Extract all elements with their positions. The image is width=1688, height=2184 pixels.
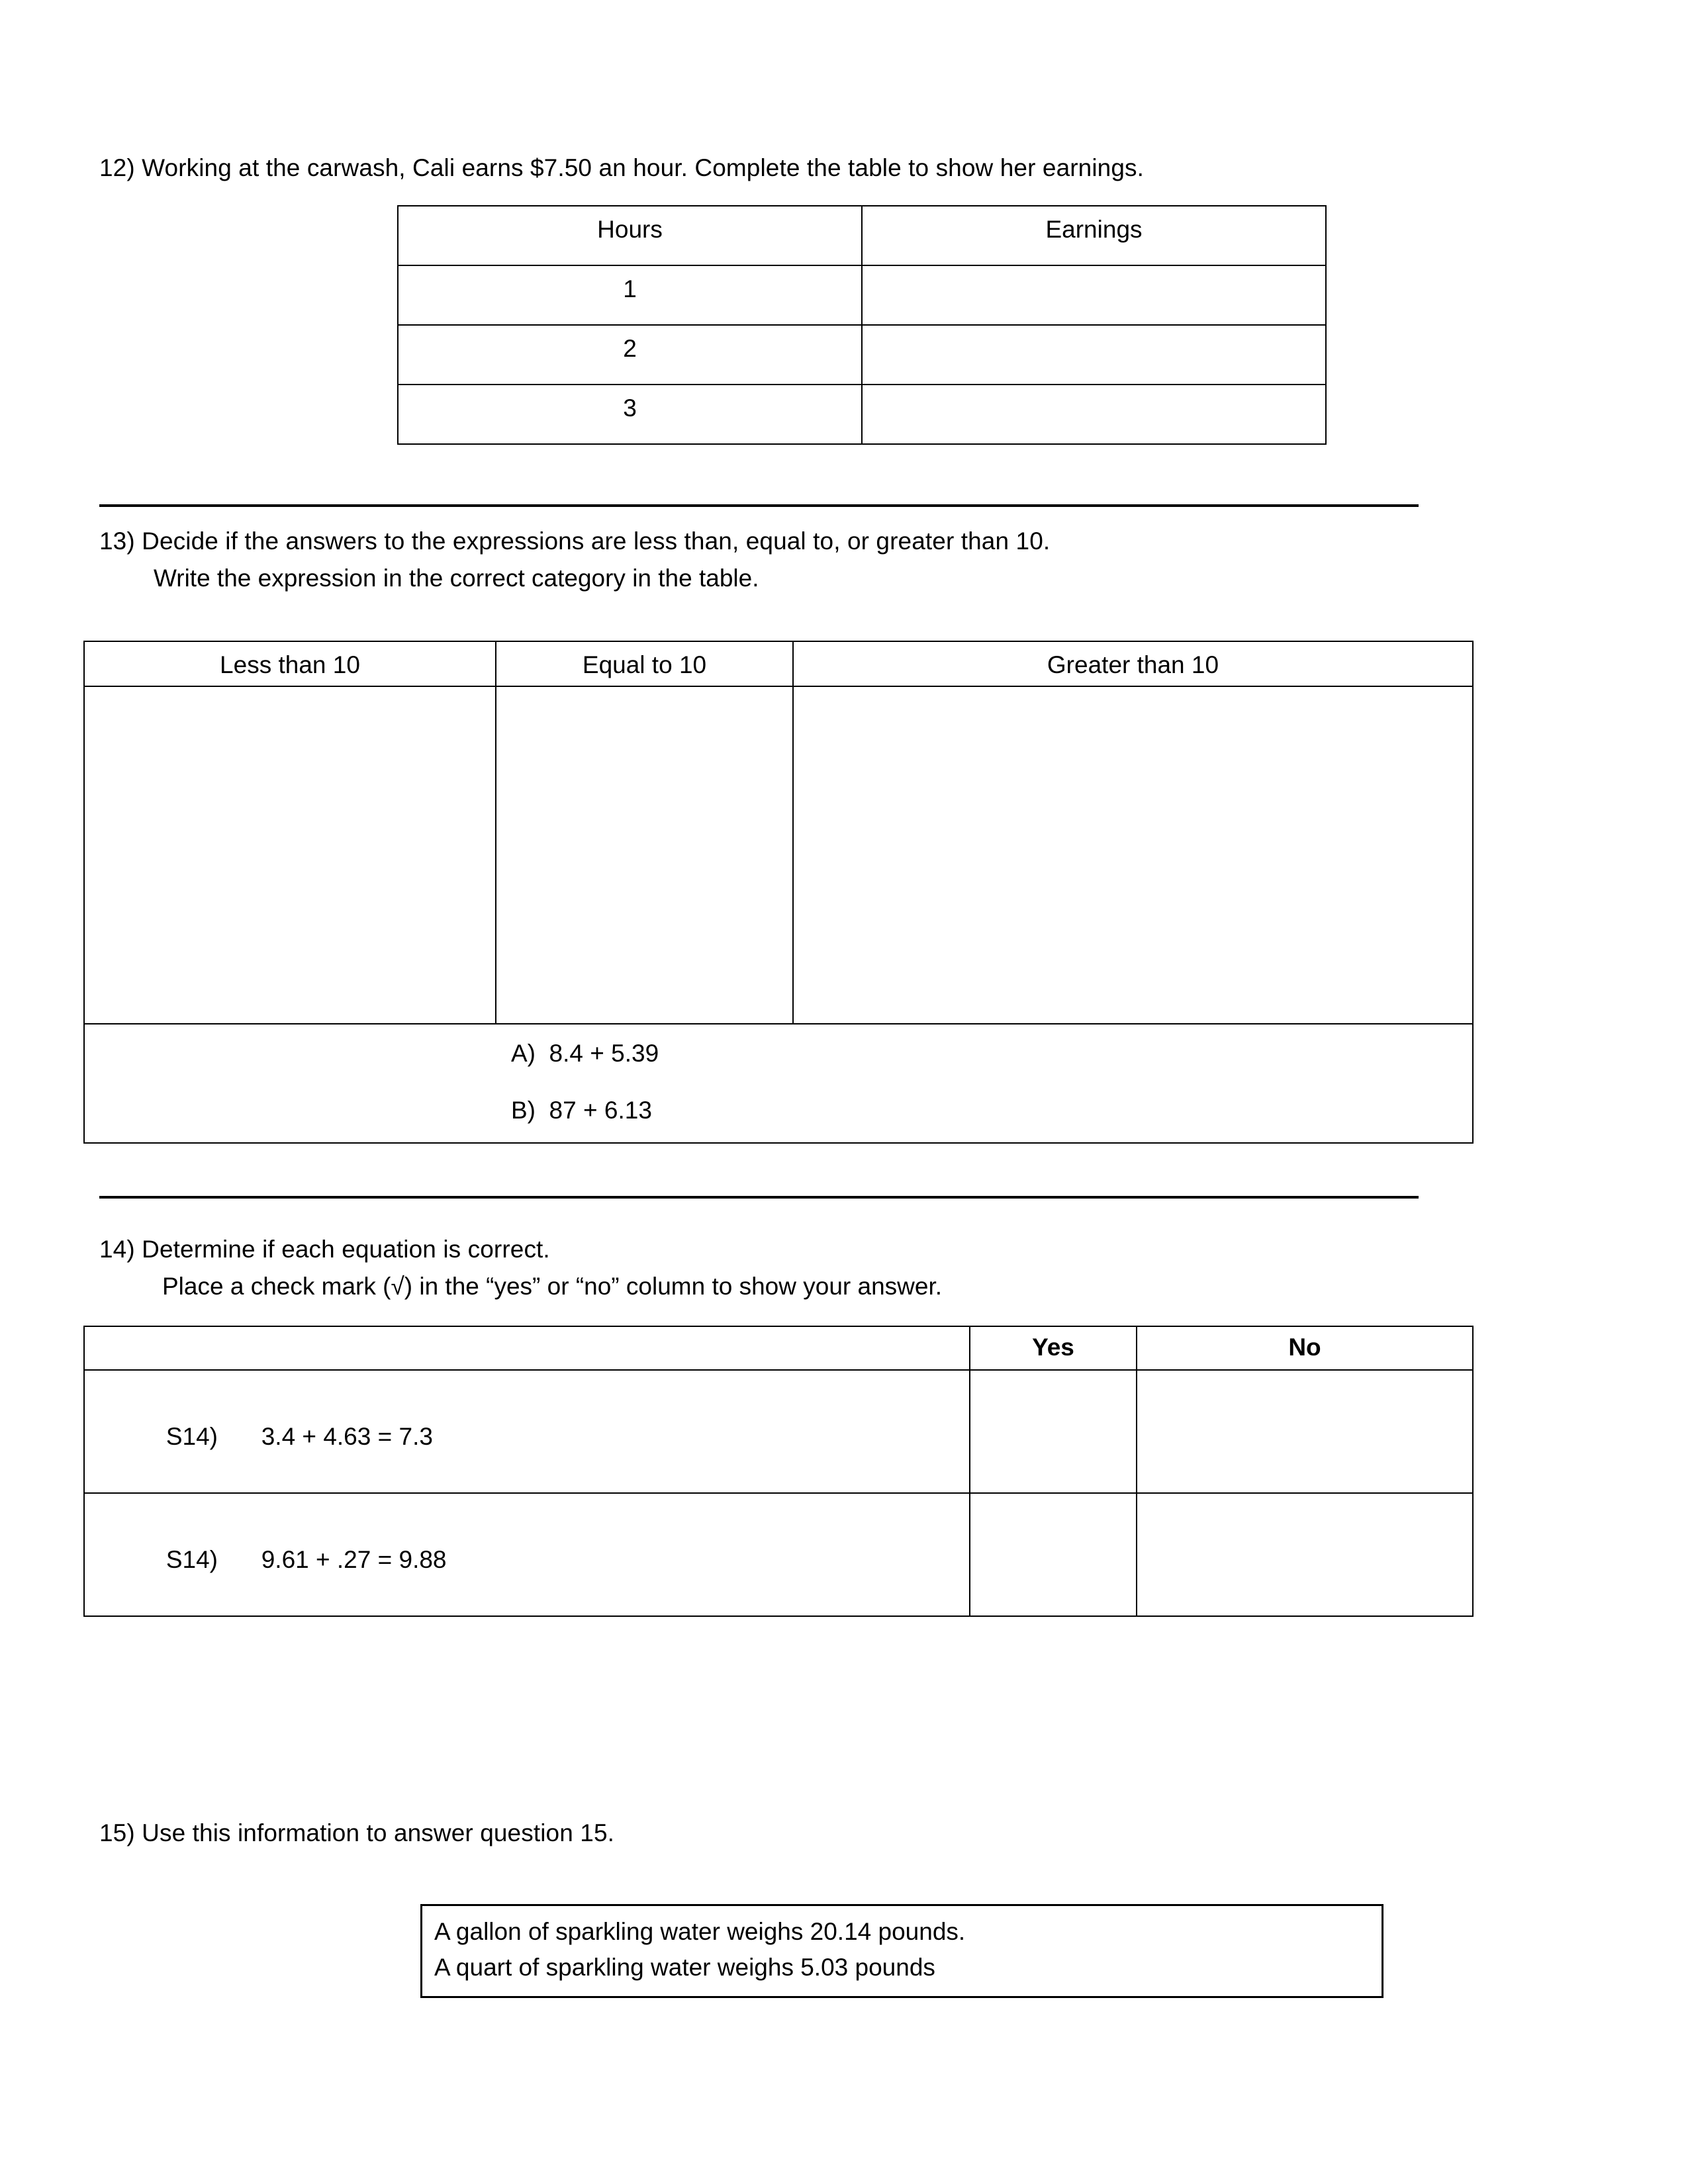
info-line-quart: A quart of sparkling water weighs 5.03 pounds <box>434 1954 935 1981</box>
information-box <box>420 1904 1383 1998</box>
equation-label-1: S14) <box>165 1423 218 1450</box>
table-header-row <box>84 641 1473 686</box>
expressions-list <box>85 1024 1472 1129</box>
table-row <box>84 686 1473 1024</box>
question-14-prompt-line2: Place a check mark (√) in the “yes” or “no” column to show your answer. <box>162 1273 943 1300</box>
yes-checkbox-cell-1[interactable] <box>970 1370 1137 1493</box>
value-hours-1: 1 <box>623 275 637 302</box>
header-cell-equation <box>84 1326 970 1370</box>
header-label-earnings: Earnings <box>1045 216 1143 243</box>
table-header-row <box>84 1326 1473 1370</box>
table-row <box>398 265 1326 325</box>
cell-hours-2 <box>398 325 862 385</box>
section-separator-2 <box>99 1196 1419 1199</box>
question-13-prompt-line1: 13) Decide if the answers to the expressions are less than, equal to, or greater than 10. <box>99 527 1051 555</box>
equation-body-2: 9.61 + .27 = 9.88 <box>261 1546 447 1573</box>
equation-cell-1 <box>84 1370 970 1493</box>
equation-body-1: 3.4 + 4.63 = 7.3 <box>261 1423 433 1450</box>
header-cell-earnings <box>862 206 1326 265</box>
header-label-less-than: Less than 10 <box>220 651 360 678</box>
equation-label-2: S14) <box>165 1546 218 1573</box>
cell-hours-3 <box>398 385 862 444</box>
question-14-prompt-line1: 14) Determine if each equation is correct. <box>99 1236 550 1263</box>
header-label-no: No <box>1288 1334 1321 1361</box>
table-row <box>84 1370 1473 1493</box>
value-earnings-1 <box>863 266 1325 275</box>
value-earnings-2 <box>863 326 1325 335</box>
cell-hours-1 <box>398 265 862 325</box>
question-12-prompt: 12) Working at the carwash, Cali earns $7.50 an hour. Complete the table to show her earnings. <box>99 154 1144 181</box>
table-row <box>398 385 1326 444</box>
earnings-table <box>397 205 1327 445</box>
table-header-row <box>398 206 1326 265</box>
value-earnings-3 <box>863 385 1325 394</box>
cell-earnings-1[interactable] <box>862 265 1326 325</box>
header-cell-hours <box>398 206 862 265</box>
yes-no-table <box>83 1326 1474 1617</box>
answer-box-equal-to[interactable] <box>496 686 793 1024</box>
header-label-greater-than: Greater than 10 <box>1047 651 1219 678</box>
header-label-equation <box>85 1327 969 1334</box>
header-cell-less-than <box>84 641 496 686</box>
table-row <box>84 1493 1473 1616</box>
equation-cell-2 <box>84 1493 970 1616</box>
category-sort-table <box>83 641 1474 1144</box>
no-checkbox-cell-2[interactable] <box>1137 1493 1473 1616</box>
answer-value-greater-than <box>794 687 1472 696</box>
cell-earnings-2[interactable] <box>862 325 1326 385</box>
equation-text-2 <box>85 1494 969 1615</box>
table-row <box>398 325 1326 385</box>
equation-text-1 <box>85 1371 969 1492</box>
cell-earnings-3[interactable] <box>862 385 1326 444</box>
equation-spacer-1 <box>218 1423 261 1450</box>
value-hours-3: 3 <box>623 394 637 422</box>
header-cell-yes <box>970 1326 1137 1370</box>
expressions-row <box>84 1024 1473 1143</box>
yes-checkbox-cell-2[interactable] <box>970 1493 1137 1616</box>
question-15-prompt: 15) Use this information to answer question 15. <box>99 1819 614 1846</box>
header-label-yes: Yes <box>1032 1334 1074 1361</box>
header-cell-no <box>1137 1326 1473 1370</box>
equation-spacer-2 <box>218 1546 261 1573</box>
header-label-hours: Hours <box>597 216 663 243</box>
header-cell-equal-to <box>496 641 793 686</box>
section-separator-1 <box>99 504 1419 507</box>
header-cell-greater-than <box>793 641 1473 686</box>
info-line-gallon: A gallon of sparkling water weighs 20.14 pounds. <box>434 1918 966 1945</box>
no-checkbox-cell-1[interactable] <box>1137 1370 1473 1493</box>
question-13-prompt-line2: Write the expression in the correct category in the table. <box>154 565 759 592</box>
expression-spacer <box>511 1072 1472 1092</box>
answer-value-equal-to <box>496 687 792 696</box>
expressions-cell <box>84 1024 1473 1143</box>
expression-a: A) 8.4 + 5.39 <box>511 1040 659 1067</box>
value-hours-2: 2 <box>623 335 637 362</box>
expression-b: B) 87 + 6.13 <box>511 1097 652 1124</box>
header-label-equal-to: Equal to 10 <box>582 651 707 678</box>
answer-box-less-than[interactable] <box>84 686 496 1024</box>
answer-box-greater-than[interactable] <box>793 686 1473 1024</box>
answer-value-less-than <box>85 687 495 696</box>
